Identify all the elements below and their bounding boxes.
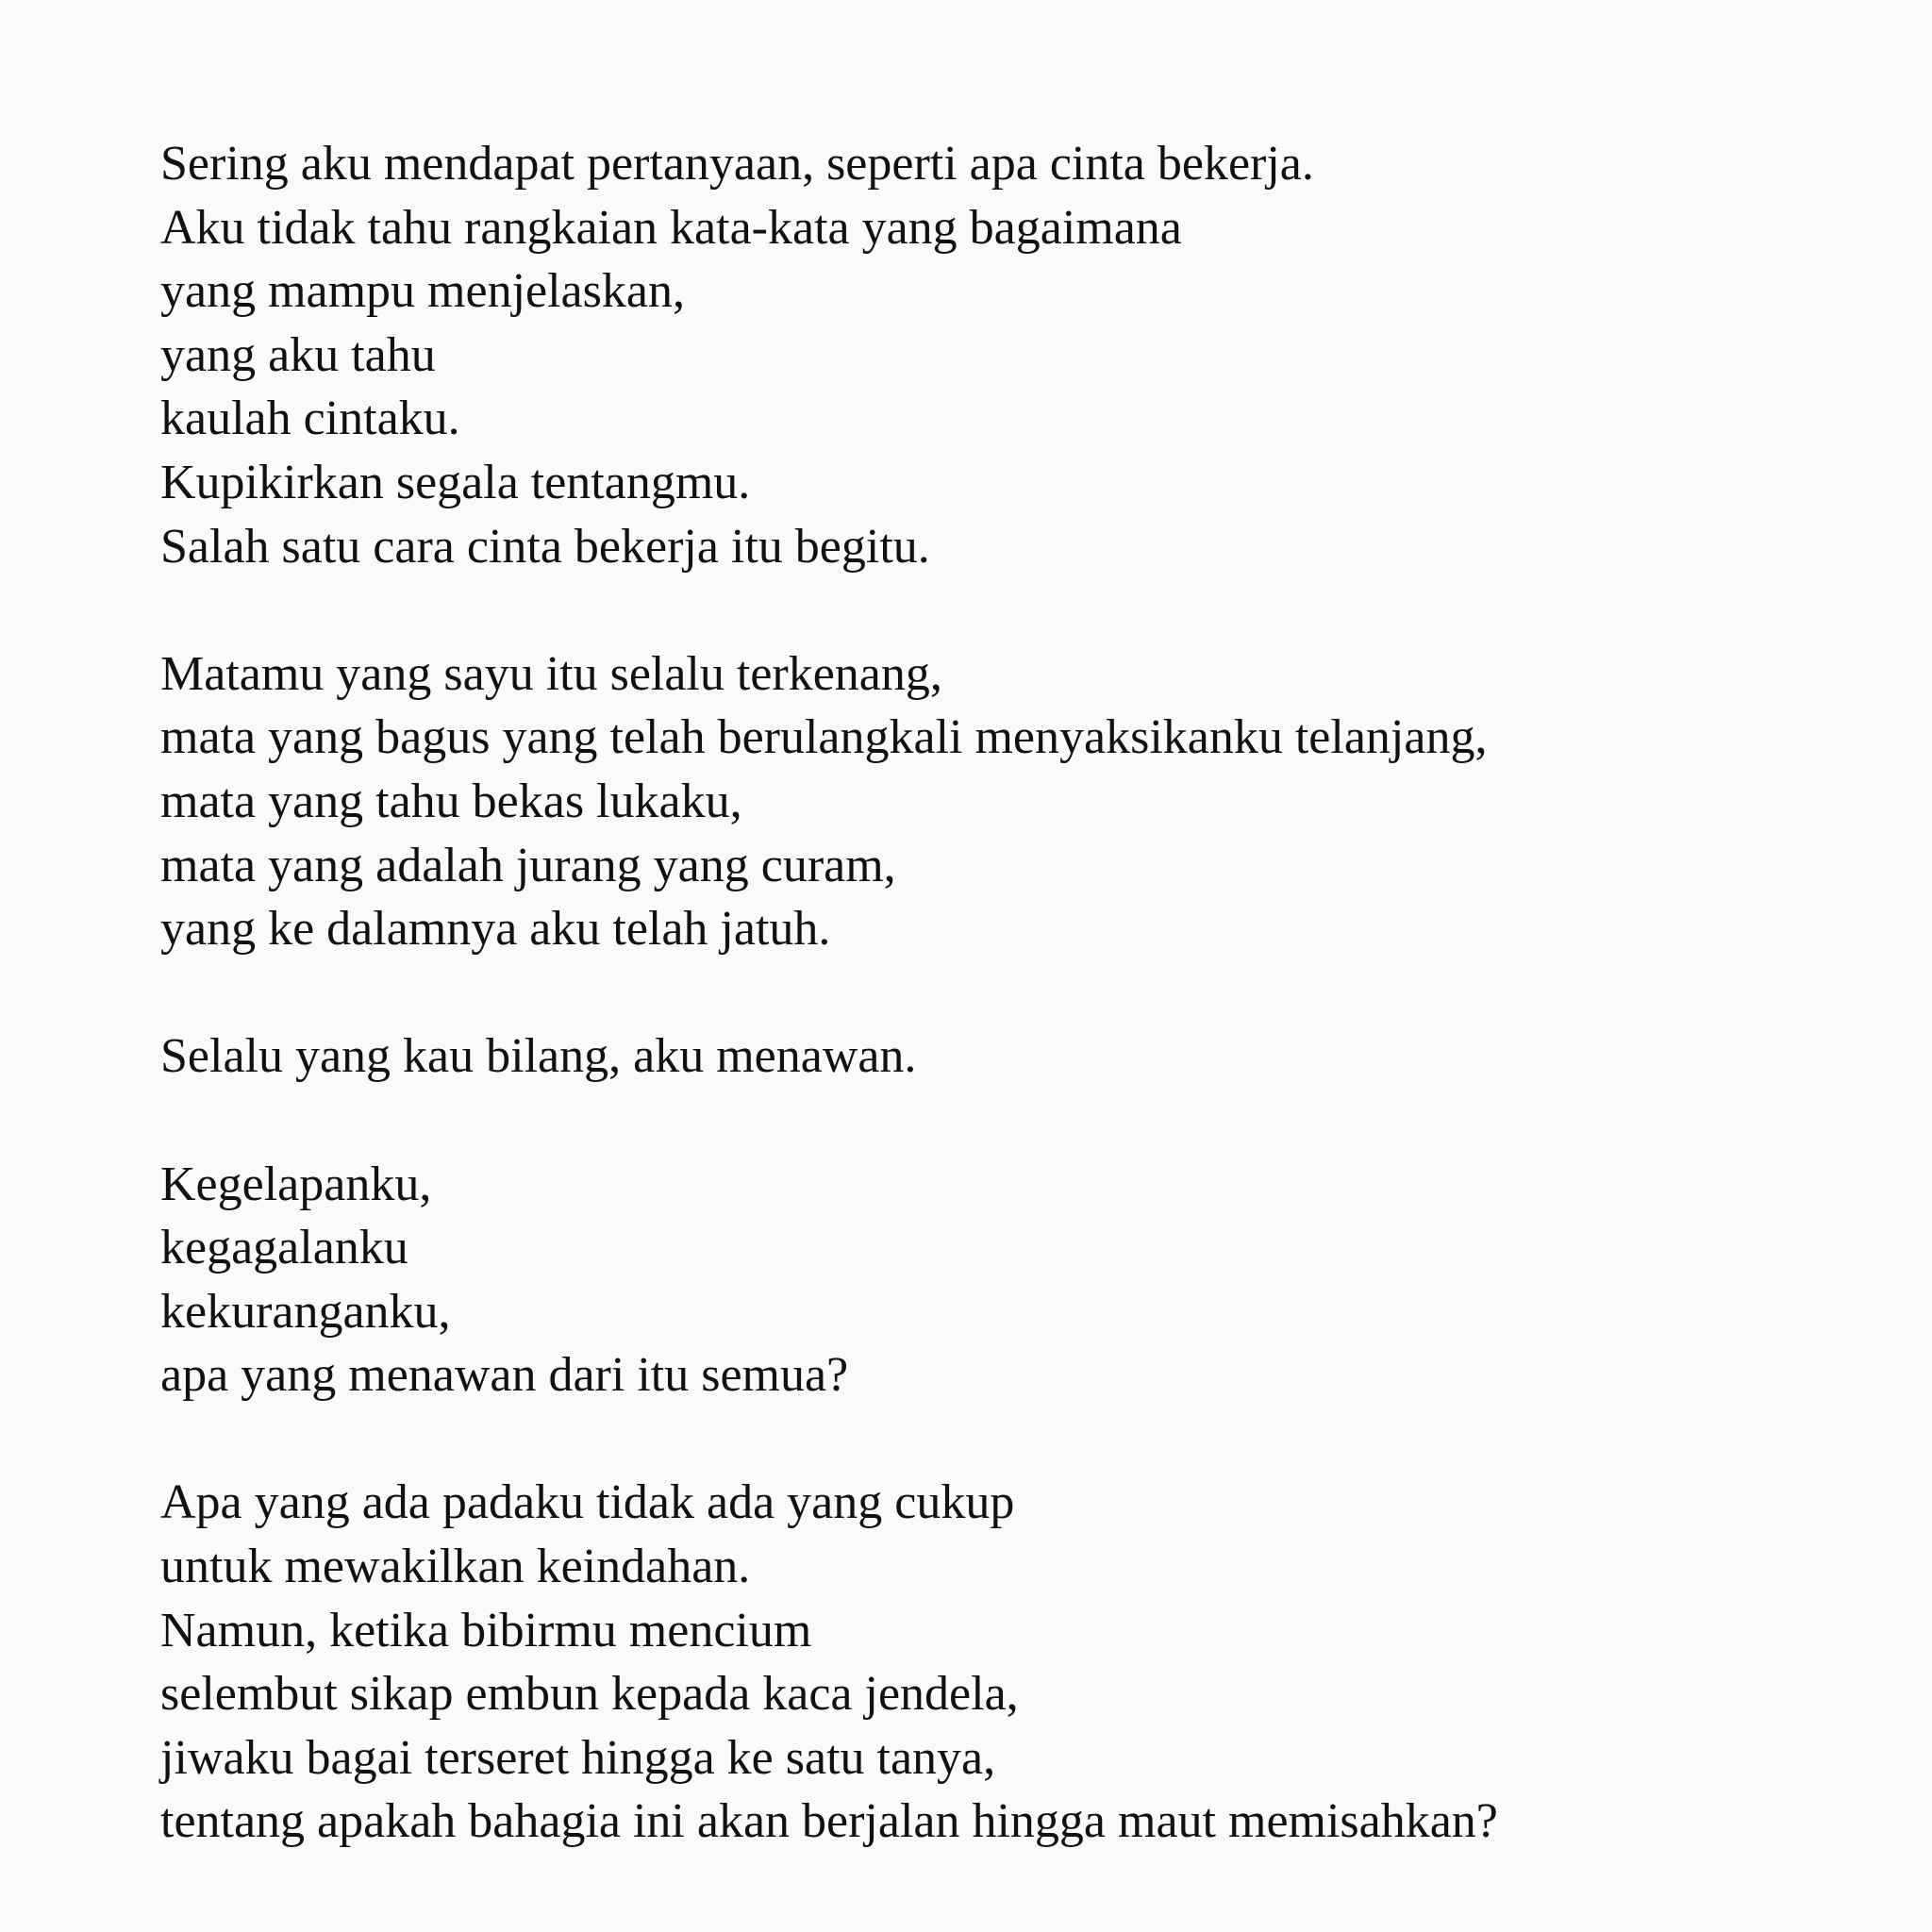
stanza-5	[160, 1471, 1877, 1854]
poem-text	[160, 132, 1877, 1854]
poem-line: Kupikirkan segala tentangmu.	[160, 455, 751, 509]
poem-line: Selalu yang kau bilang, aku menawan.	[160, 1029, 917, 1084]
poem-line: kaulah cintaku.	[160, 391, 460, 446]
stanza-1	[160, 132, 1877, 578]
poem-line: kegagalanku	[160, 1221, 408, 1275]
poem-line: tentang apakah bahagia ini akan berjalan hingga maut memisahkan?	[160, 1794, 1498, 1849]
poem-line: kekuranganku,	[160, 1284, 451, 1339]
poem-line: jiwaku bagai terseret hingga ke satu tanya,	[160, 1730, 996, 1785]
stanza-4	[160, 1153, 1877, 1407]
poem-line: selembut sikap embun kepada kaca jendela,	[160, 1667, 1019, 1722]
poem-line: mata yang bagus yang telah berulangkali menyaksikanku telanjang,	[160, 710, 1488, 765]
poem-line: apa yang menawan dari itu semua?	[160, 1348, 849, 1403]
poem-line: yang ke dalamnya aku telah jatuh.	[160, 902, 831, 957]
poem-line: mata yang adalah jurang yang curam,	[160, 838, 896, 892]
poem-line: Kegelapanku,	[160, 1157, 432, 1211]
poem-line: mata yang tahu bekas lukaku,	[160, 774, 742, 828]
poem-line: Apa yang ada padaku tidak ada yang cukup	[160, 1475, 1015, 1530]
poem-line: Sering aku mendapat pertanyaan, seperti apa cinta bekerja.	[160, 137, 1314, 191]
poem-line: Aku tidak tahu rangkaian kata-kata yang bagaimana	[160, 200, 1182, 255]
stanza-2	[160, 642, 1877, 961]
poem-line: yang mampu menjelaskan,	[160, 264, 685, 319]
poem-line: untuk mewakilkan keindahan.	[160, 1540, 751, 1594]
poem-line: Salah satu cara cinta bekerja itu begitu.	[160, 519, 930, 574]
poem-line: Matamu yang sayu itu selalu terkenang,	[160, 646, 942, 701]
poem-line: Namun, ketika bibirmu mencium	[160, 1603, 812, 1657]
poem-line: yang aku tahu	[160, 327, 436, 382]
stanza-3	[160, 1024, 1877, 1089]
